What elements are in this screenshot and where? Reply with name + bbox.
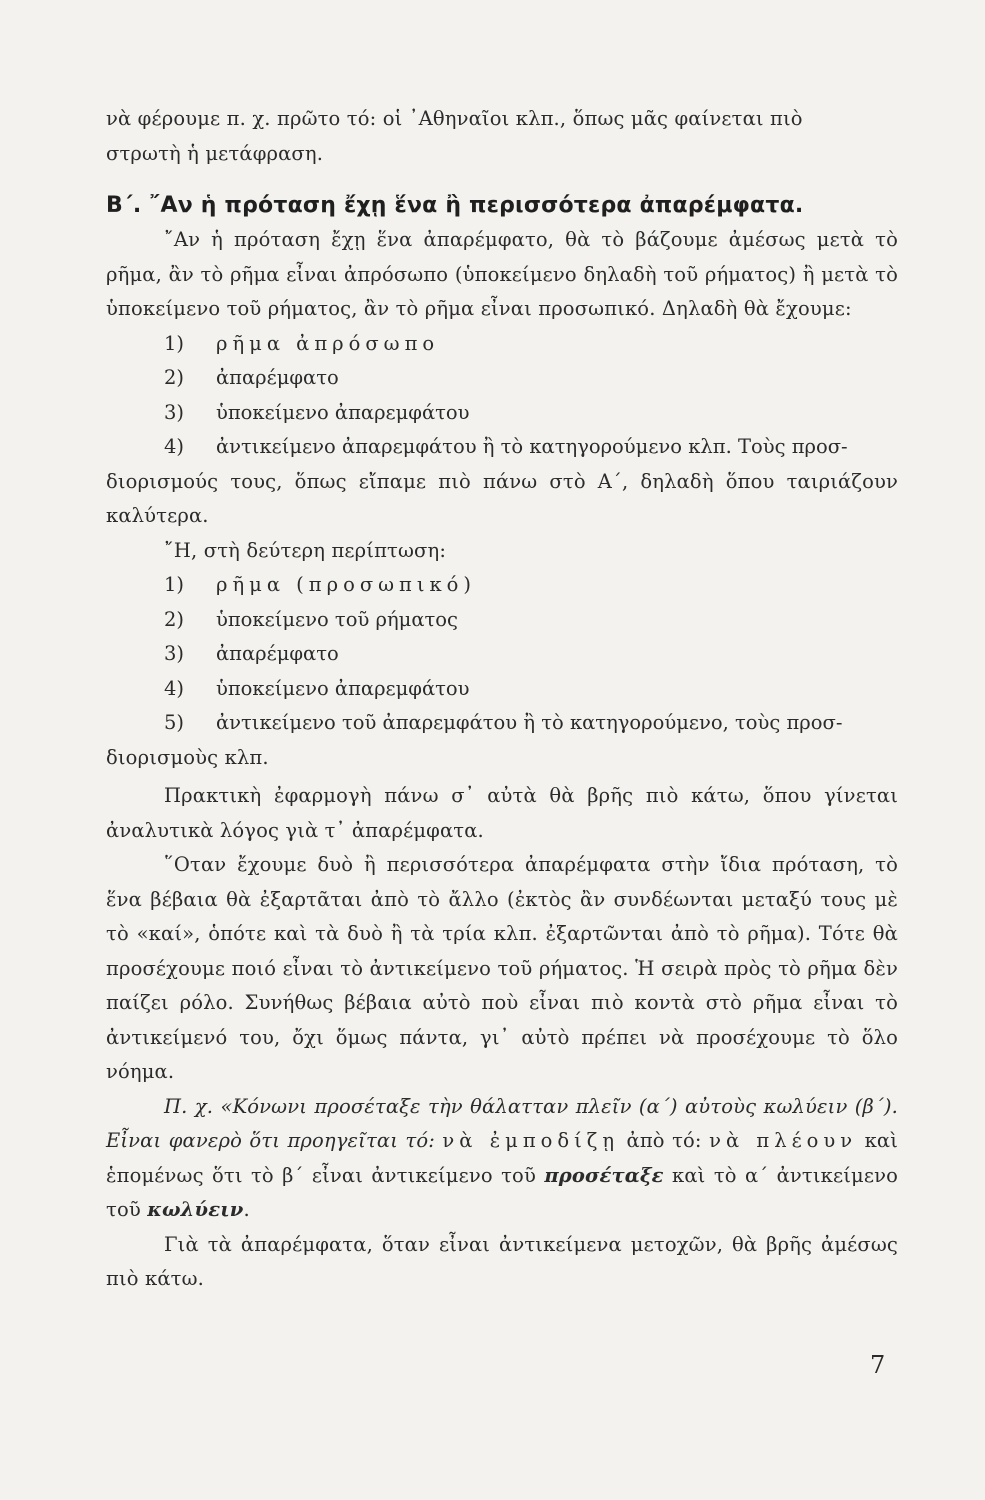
- list-number: 5): [164, 711, 185, 734]
- list-2: [106, 568, 898, 741]
- paragraph-7-next: καὶ ἑπομένως ὅτι τὸ β΄ εἶναι ἀντικείμενο τοῦ: [106, 1129, 899, 1187]
- list-text: ὑποκείμενο τοῦ ρήματος: [216, 607, 458, 631]
- paragraph-5: Πρακτικὴ ἐφαρμογὴ πάνω σ᾿ αὐτὰ θὰ βρῆς πιὸ κάτω, ὅπου γίνεται ἀναλυτικὰ λόγος γιὰ τ᾿ ἀπαρέμφατα.: [106, 784, 898, 842]
- list-number: 3): [164, 400, 185, 424]
- list-number: 4): [164, 676, 185, 700]
- list-text: ἀντικείμενο τοῦ ἀπαρεμφάτου ἢ τὸ κατηγορούμενο, τοὺς προσ-: [216, 711, 843, 734]
- list-number: 1): [164, 573, 185, 596]
- list-item: [106, 568, 898, 603]
- paragraph-4: διορισμοὺς κλπ.: [106, 745, 269, 769]
- list-item: [106, 706, 898, 741]
- paragraph-7-end: .: [243, 1198, 250, 1221]
- page-number: 7: [870, 1351, 886, 1379]
- list-number: 4): [164, 435, 185, 458]
- list-number: 2): [164, 607, 185, 631]
- emphasis-word-1: προσέταξε: [544, 1163, 664, 1187]
- list-text: ἀπαρέμφατο: [216, 366, 339, 389]
- list-number: 2): [164, 366, 185, 389]
- list-item: [106, 430, 898, 465]
- paragraph-6: ῞Οταν ἔχουμε δυὸ ἢ περισσότερα ἀπαρέμφατα στὴν ἴδια πρόταση, τὸ ἕνα βέβαια θὰ ἐξαρτᾶται ἀπὸ τὸ ἄλλο (ἐκτὸς ἂν συνδέωνται μεταξύ τους μὲ τὸ «καί», ὁπότε καὶ τὰ δυὸ ἢ τὰ τρία κλπ. ἐξαρτῶνται ἀπὸ τὸ ρῆμα). Τότε θὰ προσέχουμε ποιό εἶναι τὸ ἀντικείμενο τοῦ ρήματος. Ἡ σειρὰ πρὸς τὸ ρῆμα δὲν παίζει ρόλο. Συνήθως βέβαια αὐτὸ ποὺ εἶναι πιὸ κοντὰ στὸ ρῆμα εἶναι τὸ ἀντικείμενό του, ὄχι ὅμως πάντα, γι᾿ αὐτὸ πρέπει νὰ προσέχουμε τὸ ὅλο νόημα.: [106, 853, 898, 1083]
- spaced-phrase-1: νὰ ἐμποδίζῃ: [442, 1129, 620, 1152]
- list-item: [106, 361, 898, 396]
- list-number: 3): [164, 642, 185, 665]
- list-text: ἀντικείμενο ἀπαρεμφάτου ἢ τὸ κατηγορούμενο κλπ. Τοὺς προσ-: [216, 435, 848, 458]
- emphasis-word-2: κωλύειν: [147, 1198, 244, 1221]
- paragraph-3: ῎Η, στὴ δεύτερη περίπτωση:: [164, 538, 447, 562]
- spaced-phrase-2: νὰ πλέουν: [709, 1129, 858, 1152]
- list-item: [106, 327, 898, 362]
- list-text: ἀπαρέμφατο: [216, 642, 339, 665]
- list-text: ρῆμα ἀπρόσωπο: [216, 331, 440, 355]
- document-page: [106, 102, 898, 1432]
- paragraph-7-start: Π. χ. «Κόνωνι προσέταξε τὴν θάλατταν πλεῖν (α΄) αὐτοὺς κωλύειν (β΄). Εἶναι φανερὸ ὅτι προηγεῖται τό:: [106, 1094, 898, 1152]
- paragraph-8: Γιὰ τὰ ἀπαρέμφατα, ὅταν εἶναι ἀντικείμενα μετοχῶν, θὰ βρῆς ἀμέσως πιὸ κάτω.: [106, 1232, 898, 1290]
- list-text: ρῆμα (προσωπικό): [216, 573, 477, 596]
- list-item: [106, 637, 898, 672]
- paragraph-7-middle: ἀπὸ τό:: [626, 1129, 702, 1152]
- intro-line-2: στρωτὴ ἡ μετάφραση.: [106, 141, 324, 165]
- list-1: [106, 327, 898, 465]
- intro-line-1: νὰ φέρουμε π. χ. πρῶτο τό: οἱ ᾿Αθηναῖοι κλπ., ὅπως μᾶς φαίνεται πιὸ: [106, 107, 803, 130]
- section-heading: Β΄. ῎Αν ἡ πρόταση ἔχῃ ἕνα ἢ περισσότερα ἀπαρέμφατα.: [106, 193, 804, 218]
- list-item: [106, 396, 898, 431]
- list-number: 1): [164, 331, 185, 355]
- list-item: [106, 603, 898, 638]
- paragraph-7: [106, 1090, 898, 1228]
- paragraph-7-later: καὶ τὸ α΄ ἀντικείμενο τοῦ: [106, 1163, 898, 1221]
- paragraph-2: διορισμούς τους, ὅπως εἴπαμε πιὸ πάνω στὸ Α΄, δηλαδὴ ὅπου ταιριάζουν καλύτερα.: [106, 469, 898, 527]
- list-item: [106, 672, 898, 707]
- list-text: ὑποκείμενο ἀπαρεμφάτου: [216, 676, 470, 700]
- list-text: ὑποκείμενο ἀπαρεμφάτου: [216, 400, 470, 424]
- paragraph-1: ῎Αν ἡ πρόταση ἔχῃ ἕνα ἀπαρέμφατο, θὰ τὸ βάζουμε ἀμέσως μετὰ τὸ ρῆμα, ἂν τὸ ρῆμα εἶναι ἀπρόσωπο (ὑποκείμενο δηλαδὴ τοῦ ρήματος) ἢ μετὰ τὸ ὑποκείμενο τοῦ ρήματος, ἂν τὸ ρῆμα εἶναι προσωπικό. Δηλαδὴ θὰ ἔχουμε:: [106, 228, 898, 320]
